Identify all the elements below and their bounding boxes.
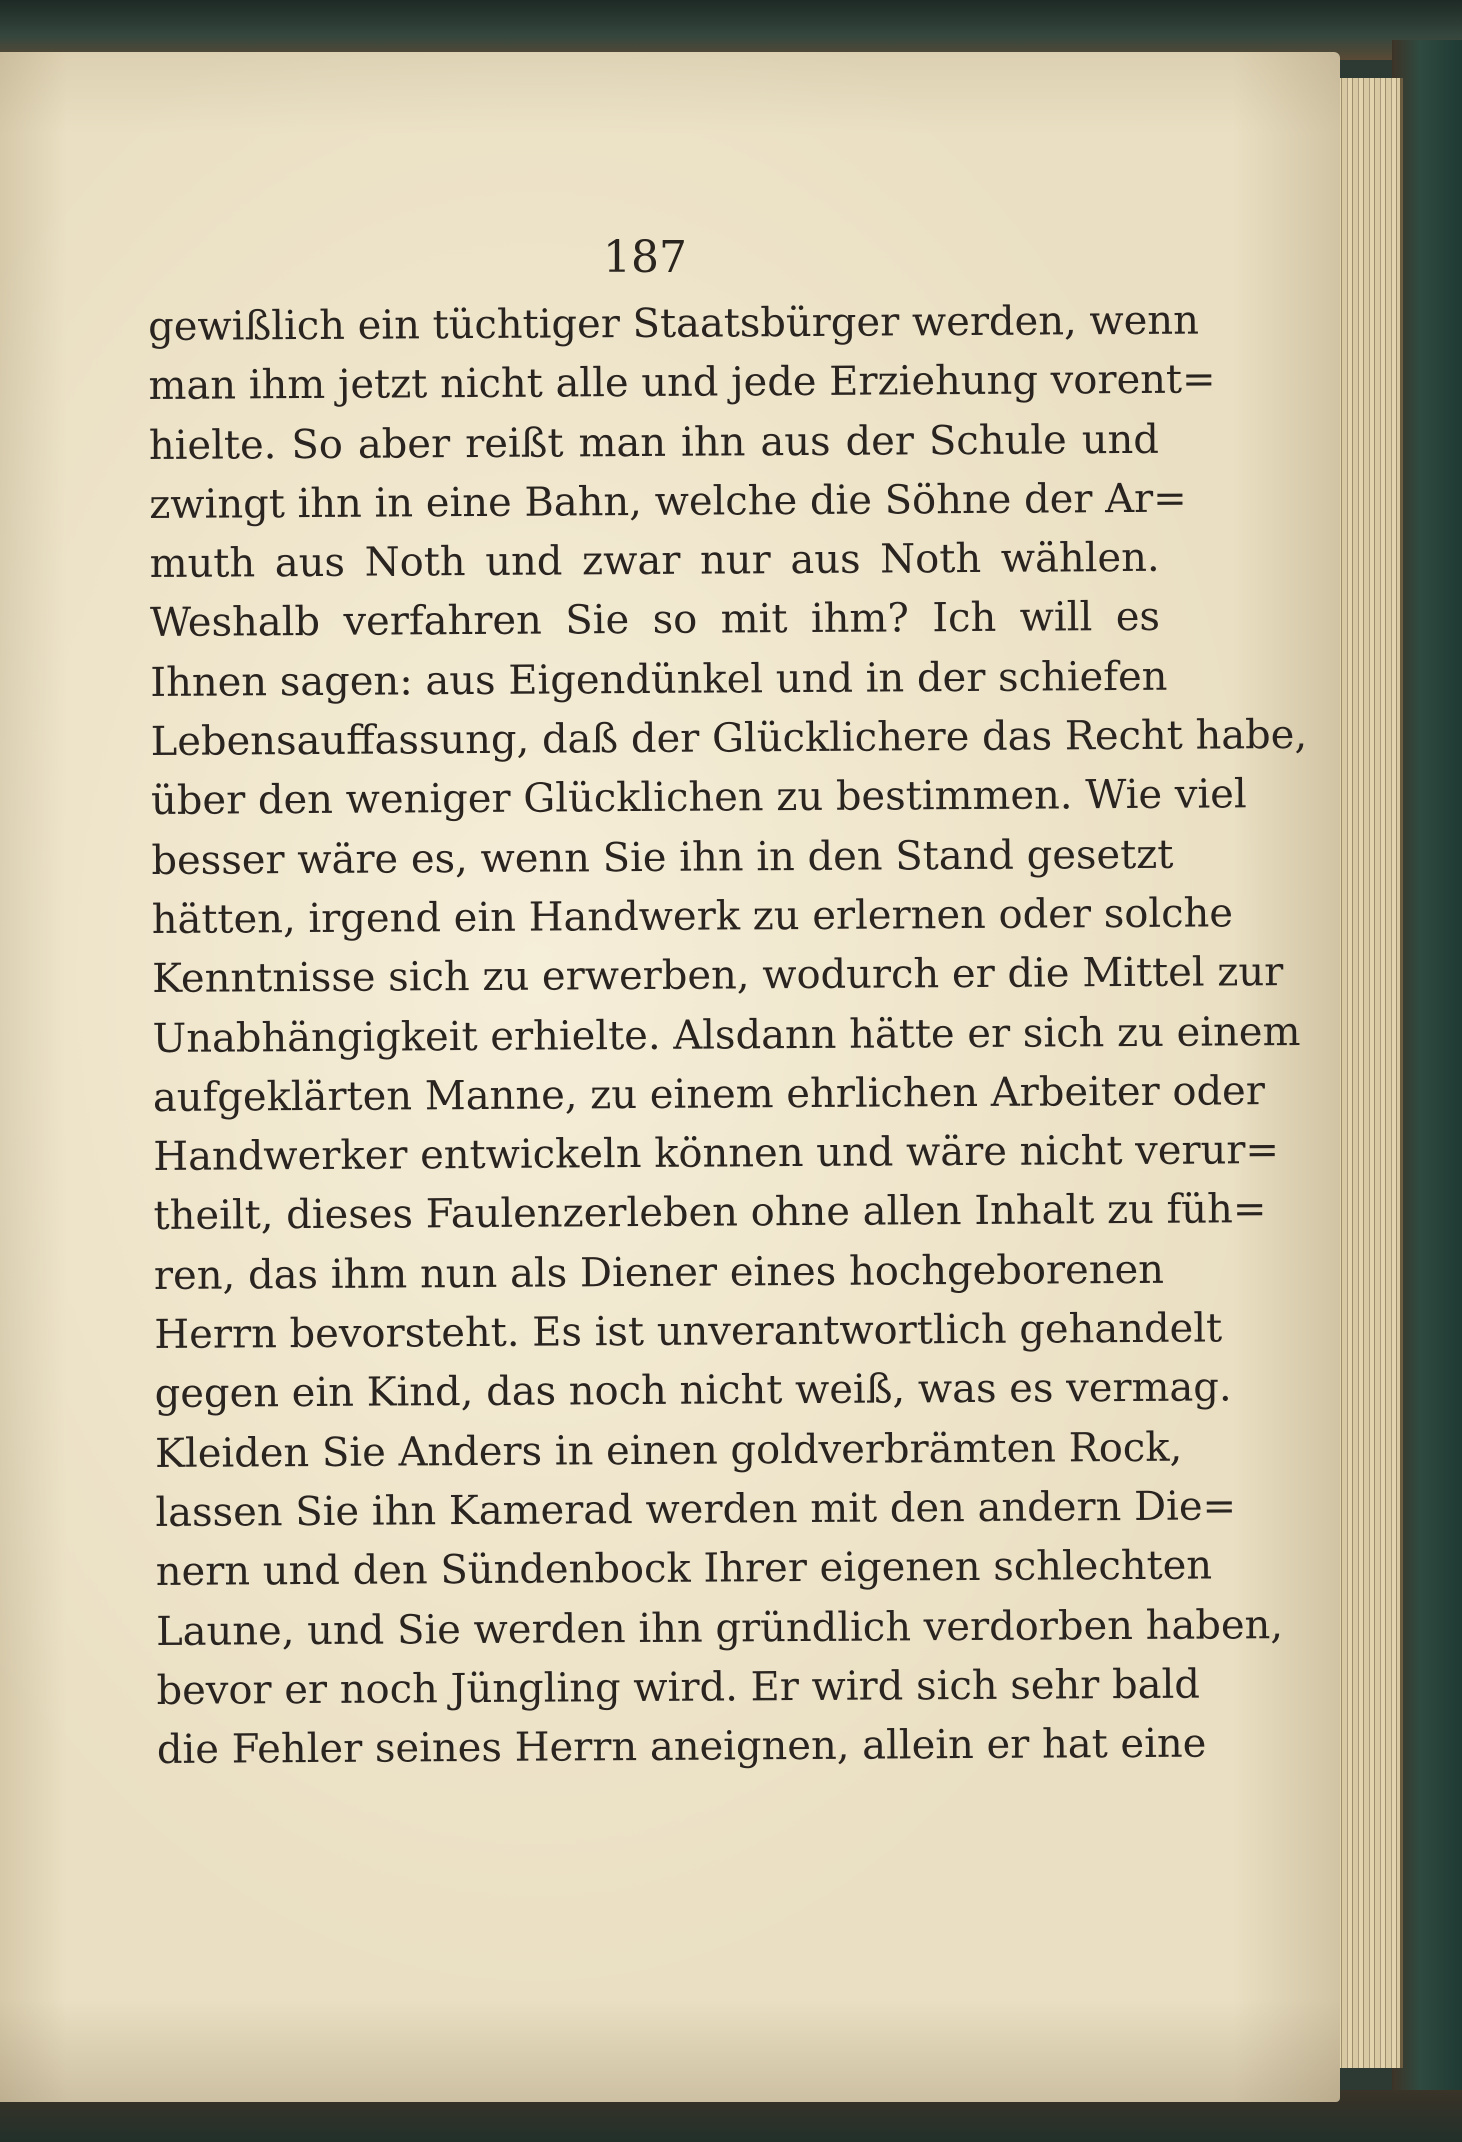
- text-line: Kenntnisse sich zu erwerben, wodurch er die Mittel zur: [152, 949, 1284, 1003]
- text-line: Weshalb verfahren Sie so mit ihm? Ich will es: [149, 594, 1161, 647]
- text-line: bevor er noch Jüngling wird. Er wird sich sehr bald: [156, 1661, 1201, 1714]
- text-line: lassen Sie ihn Kamerad werden mit den andern Die=: [155, 1483, 1237, 1536]
- text-line: theilt, dieses Faulenzerleben ohne allen Inhalt zu füh=: [153, 1186, 1267, 1240]
- text-line: Kleiden Sie Anders in einen goldverbrämten Rock,: [154, 1424, 1183, 1477]
- text-line: zwingt ihn in eine Bahn, welche die Söhne der Ar=: [149, 475, 1187, 528]
- text-line: gewißlich ein tüchtiger Staatsbürger werden, wenn: [148, 297, 1200, 350]
- text-line: Lebensauffassung, daß der Glücklichere das Recht habe,: [150, 712, 1308, 766]
- text-line: Unabhängigkeit erhielte. Alsdann hätte er sich zu einem: [152, 1008, 1301, 1062]
- book-cover-top: [0, 0, 1462, 60]
- text-line: hielte. So aber reißt man ihn aus der Schule und: [148, 416, 1160, 469]
- text-line: die Fehler seines Herrn aneignen, allein er hat eine: [156, 1720, 1207, 1774]
- body-text: [148, 292, 1308, 1781]
- text-line: hätten, irgend ein Handwerk zu erlernen oder solche: [151, 890, 1234, 943]
- page-number: 187: [603, 232, 687, 283]
- text-line: gegen ein Kind, das noch nicht weiß, was es vermag.: [154, 1364, 1232, 1418]
- text-line: man ihm jetzt nicht alle und jede Erziehung vorent=: [148, 356, 1216, 410]
- text-line: Handwerker entwickeln können und wäre nicht verur=: [153, 1127, 1280, 1181]
- text-line: aufgeklärten Manne, zu einem ehrlichen Arbeiter oder: [152, 1068, 1266, 1121]
- text-line: nern und den Sündenbock Ihrer eigenen schlechten: [155, 1542, 1213, 1596]
- text-line: muth aus Noth und zwar nur aus Noth wählen.: [149, 535, 1160, 588]
- text-line: Herrn bevorsteht. Es ist unverantwortlich gehandelt: [154, 1305, 1223, 1359]
- text-line: Laune, und Sie werden ihn gründlich verdorben haben,: [156, 1601, 1284, 1655]
- text-line: ren, das ihm nun als Diener eines hochgeborenen: [153, 1246, 1165, 1299]
- text-line: über den weniger Glücklichen zu bestimmen. Wie viel: [150, 771, 1247, 825]
- text-line: besser wäre es, wenn Sie ihn in den Stand gesetzt: [151, 831, 1174, 884]
- text-line: Ihnen sagen: aus Eigendünkel und in der schiefen: [150, 653, 1168, 706]
